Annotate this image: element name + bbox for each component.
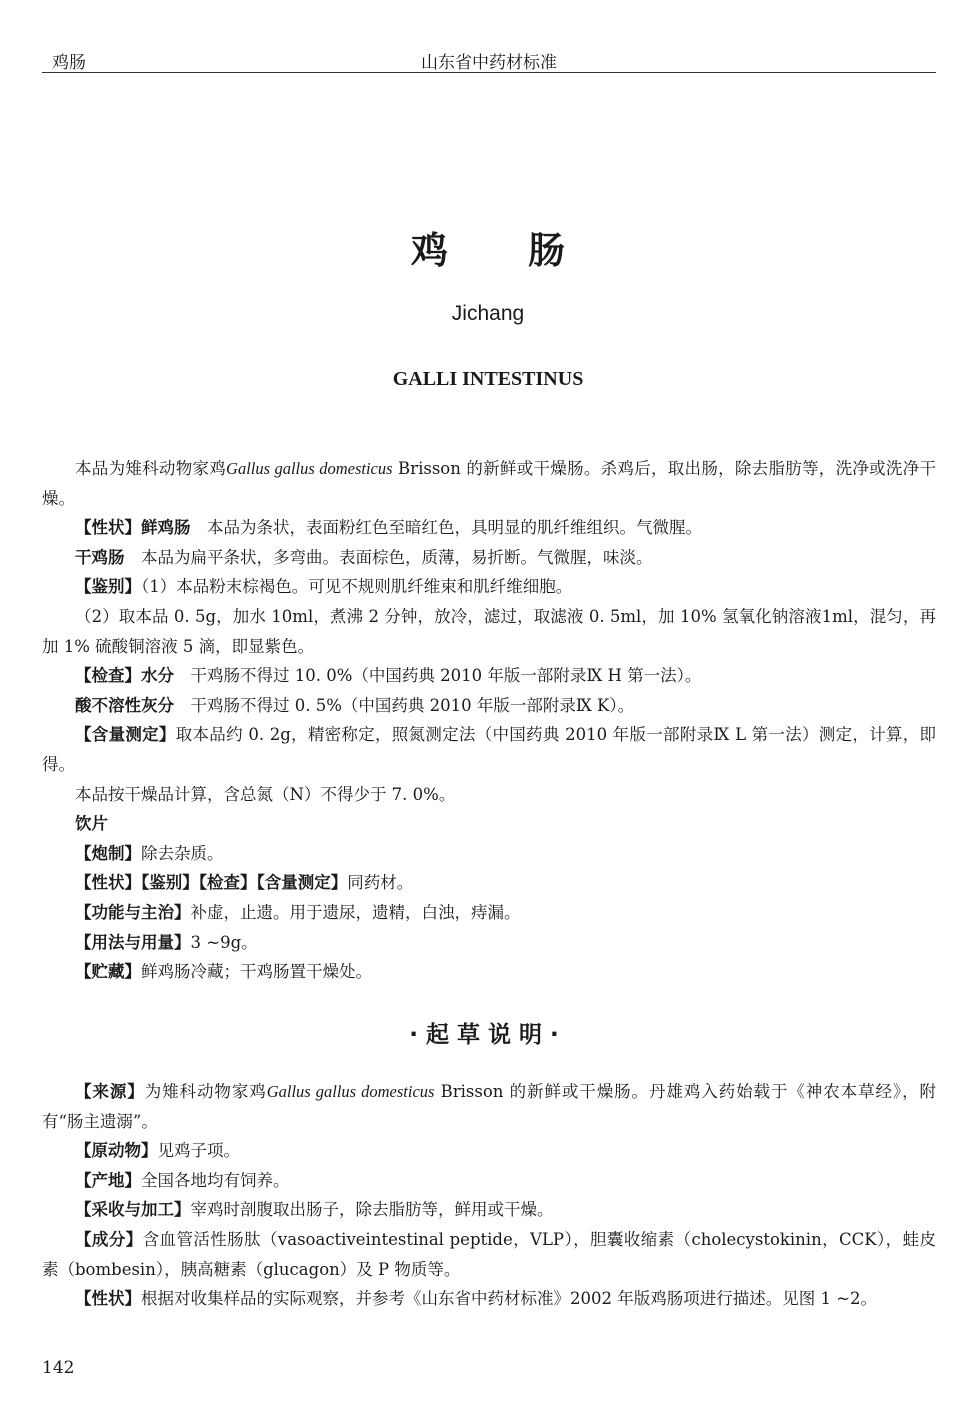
draft-collection — [42, 1195, 936, 1225]
draft-description-text: 根据对收集样品的实际观察，并参考《山东省中药材标准》2002 年版鸡肠项进行描述。见图 1 ~2。 — [141, 1289, 878, 1309]
draft-constituents-label: 【成分】 — [75, 1229, 143, 1249]
draft-origin — [42, 1166, 936, 1196]
dry-intestine-label: 干鸡肠 — [75, 547, 125, 567]
processing-label: 【炮制】 — [75, 843, 141, 863]
actions-indications — [42, 898, 936, 928]
test-water — [42, 661, 936, 691]
draft-source-text-b: Brisson 的新鲜或干燥肠。丹雄鸡入药始载于《神农本草经》，附有“肠主遗溺”。 — [42, 1082, 937, 1131]
dosage-text: 3 ~9g。 — [190, 932, 258, 952]
fresh-intestine-label: 鲜鸡肠 — [141, 518, 191, 538]
draft-constituents — [42, 1225, 936, 1284]
monograph-title-latin: GALLI INTESTINUS — [392, 368, 584, 390]
dosage-label: 【用法与用量】 — [75, 932, 191, 952]
assay-limit: 本品按干燥品计算，含总氮（N）不得少于 7. 0%。 — [75, 784, 456, 804]
draft-source-label: 【来源】 — [75, 1082, 145, 1101]
description-fresh — [42, 513, 936, 543]
draft-description — [42, 1284, 936, 1314]
monograph-body — [42, 454, 936, 987]
test-label: 【检查】 — [75, 666, 141, 686]
draft-animal — [42, 1136, 936, 1166]
running-header — [42, 44, 936, 73]
actions-label: 【功能与主治】 — [75, 902, 191, 922]
description-dry — [42, 543, 936, 573]
draft-collection-text: 宰鸡时剖腹取出肠子，除去脂肪等，鲜用或干燥。 — [190, 1200, 554, 1220]
draft-origin-text: 全国各地均有饲养。 — [141, 1170, 290, 1190]
draft-constituents-text: 含血管活性肠肽（vasoactiveintestinal peptide，VLP），胆囊收缩素（cholecystokinin，CCK），蛙皮素（bombesin），胰高糖素（glucagon）及 P 物质等。 — [42, 1229, 936, 1279]
page-number: 142 — [42, 1358, 75, 1378]
header-book-title: 山东省中药材标准 — [421, 53, 557, 73]
identification-label: 【鉴别】 — [75, 577, 141, 597]
processing-text: 除去杂质。 — [141, 843, 224, 863]
source-paragraph — [42, 454, 936, 513]
same-as-crude — [42, 868, 936, 898]
same-as-crude-text: 同药材。 — [347, 873, 414, 893]
source-text-b: Brisson 的新鲜或干燥肠。杀鸡后，取出肠，除去脂肪等，洗净或洗净干燥。 — [42, 459, 936, 508]
assay-label: 【含量测定】 — [75, 725, 176, 745]
monograph-title-pinyin: Jichang — [451, 302, 525, 325]
processing — [42, 839, 936, 869]
dry-intestine-text: 本品为扁平条状，多弯曲。表面棕色，质薄，易折断。气微腥，味淡。 — [124, 547, 653, 567]
test-ash — [42, 691, 936, 721]
draft-origin-label: 【产地】 — [75, 1170, 141, 1190]
storage — [42, 957, 936, 987]
drafting-notes-body — [42, 1077, 936, 1314]
identification-1 — [42, 572, 936, 602]
storage-text: 鲜鸡肠冷藏；干鸡肠置干燥处。 — [141, 962, 372, 982]
same-as-crude-labels: 【性状】【鉴别】【检查】【含量测定】 — [75, 873, 348, 893]
draft-description-label: 【性状】 — [75, 1289, 141, 1309]
source-text-a: 本品为雉科动物家鸡 — [75, 459, 227, 478]
water-label: 水分 — [141, 666, 174, 686]
assay — [42, 720, 936, 779]
drafting-notes-heading: ·起草说明· — [409, 1022, 567, 1048]
fresh-intestine-text: 本品为条状，表面粉红色至暗红色，具明显的肌纤维组织。气微腥。 — [190, 518, 702, 538]
administration-dosage — [42, 928, 936, 958]
species-latin-name: Gallus gallus domesticus — [226, 459, 393, 478]
identification-2: （2）取本品 0. 5g，加水 10ml，煮沸 2 分钟，放冷，滤过，取滤液 0. 5ml，加 10% 氢氧化钠溶液1ml，混匀，再加 1% 硫酸铜溶液 5 滴，即显紫色。 — [42, 606, 936, 656]
decoction-pieces-heading: 饮片 — [75, 814, 108, 834]
draft-animal-text: 见鸡子项。 — [157, 1141, 240, 1161]
description-label: 【性状】 — [75, 518, 141, 538]
draft-collection-label: 【采收与加工】 — [75, 1200, 191, 1220]
identification-1-text: （1）本品粉末棕褐色。可见不规则肌纤维束和肌纤维细胞。 — [141, 577, 573, 597]
storage-label: 【贮藏】 — [75, 962, 141, 982]
ash-text: 干鸡肠不得过 0. 5%（中国药典 2010 年版一部附录Ⅸ K）。 — [174, 695, 635, 715]
assay-text: 取本品约 0. 2g，精密称定，照氮测定法（中国药典 2010 年版一部附录Ⅸ L 第一法）测定，计算，即得。 — [42, 725, 937, 774]
draft-source-text-a: 为雉科动物家鸡 — [144, 1082, 267, 1101]
draft-animal-label: 【原动物】 — [75, 1141, 158, 1161]
draft-source — [42, 1077, 936, 1136]
actions-text: 补虚，止遗。用于遗尿，遗精，白浊，痔漏。 — [190, 902, 521, 922]
monograph-title-chinese: 鸡肠 — [411, 229, 645, 272]
header-section-name: 鸡肠 — [52, 53, 86, 73]
draft-species-latin-name: Gallus gallus domesticus — [266, 1082, 435, 1101]
ash-label: 酸不溶性灰分 — [75, 695, 174, 715]
water-text: 干鸡肠不得过 10. 0%（中国药典 2010 年版一部附录Ⅸ H 第一法）。 — [174, 666, 702, 686]
